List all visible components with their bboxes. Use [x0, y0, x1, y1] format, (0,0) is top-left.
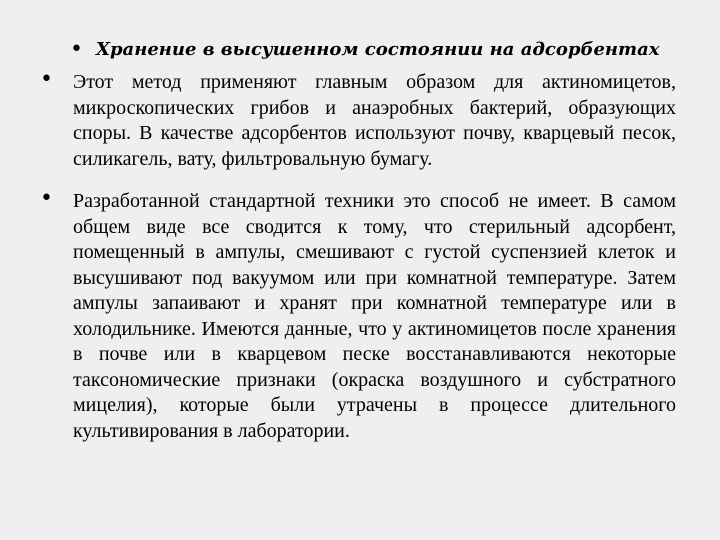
list-item-text: Разработанной стандартной техники это способ не имеет. В самом общем виде все сводится к тому, что стерильный адсорбент, помещенный в ампулы, смешивают с густой суспензией клеток и высушивают под вакуумом или при комнатной температуре. Затем ампулы запаивают и хранят при комнатной температуре или в холодильнике. Имеются данные, что у актиномицетов после хранения в почве или в кварцевом песке восстанавливаются некоторые таксономические признаки (окраска воздушного и субстратного мицелия), которые были утрачены в процессе длительного культивирования в лаборатории. [73, 190, 676, 442]
title-row [70, 36, 690, 64]
slide-title: Хранение в высушенном состоянии на адсорбентах [96, 39, 660, 60]
list-item [40, 186, 680, 459]
bullet-icon: • [40, 186, 53, 211]
list-item [40, 67, 680, 190]
bullet-icon: • [70, 37, 83, 62]
bullet-icon: • [40, 67, 53, 92]
list-item-text: Этот метод применяют главным образом для актиномицетов, микроскопических грибов и анаэробных бактерий, образующих споры. В качестве адсорбентов используют почву, кварцевый песок, силикагель, вату, фильтровальную бумагу. [73, 71, 676, 170]
